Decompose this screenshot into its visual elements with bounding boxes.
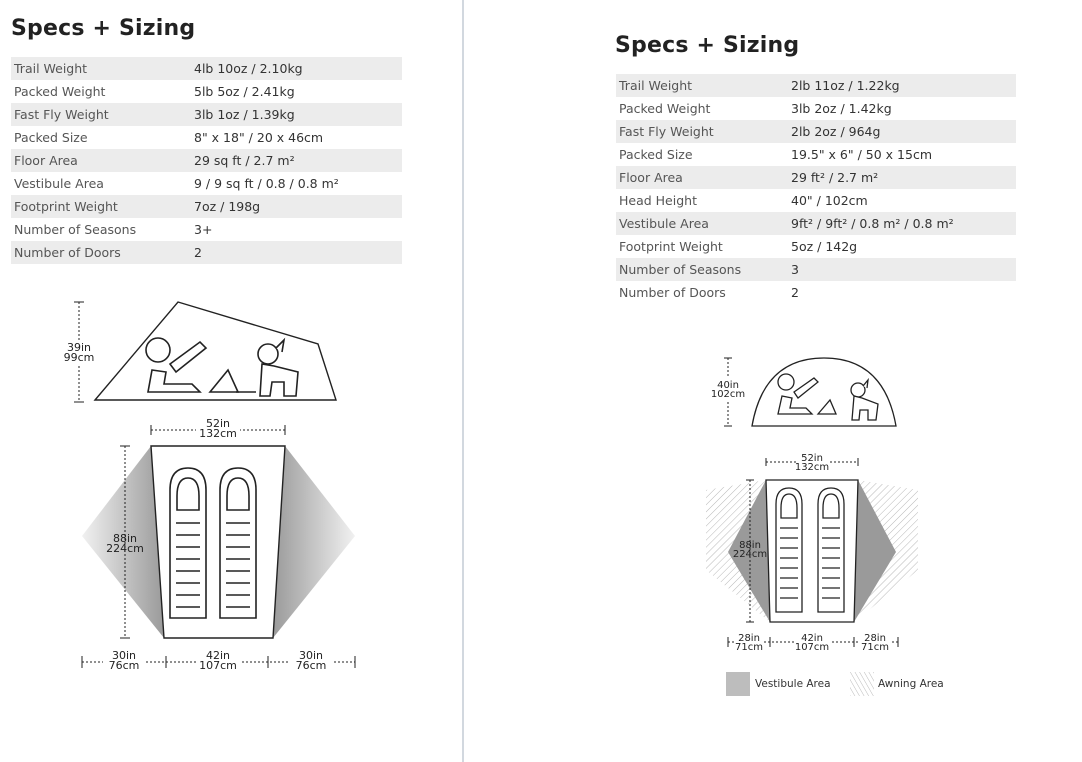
spec-row — [11, 241, 402, 264]
spec-label: Number of Seasons — [619, 262, 742, 277]
spec-value: 3lb 1oz / 1.39kg — [194, 107, 295, 122]
left-vest-right-in-label: 30in — [298, 649, 324, 662]
spec-value: 40" / 102cm — [791, 193, 868, 208]
right-tent-floor-plan — [702, 452, 932, 652]
spec-value: 2 — [194, 245, 202, 260]
spec-row — [616, 120, 1016, 143]
right-spec-panel — [464, 0, 1082, 762]
spec-row — [11, 149, 402, 172]
right-tent-side-profile — [708, 352, 908, 432]
spec-label: Trail Weight — [14, 61, 88, 76]
spec-row — [616, 212, 1016, 235]
spec-row — [616, 74, 1016, 97]
vestibule-swatch-icon — [726, 672, 750, 696]
left-spec-panel — [0, 0, 462, 762]
left-tent-side-profile — [60, 292, 360, 412]
spec-value: 9 / 9 sq ft / 0.8 / 0.8 m² — [194, 176, 339, 191]
sleeping-bag-icon — [220, 468, 256, 618]
spec-label: Floor Area — [14, 153, 78, 168]
spec-value: 4lb 10oz / 2.10kg — [194, 61, 303, 76]
spec-row — [616, 143, 1016, 166]
spec-value: 5lb 5oz / 2.41kg — [194, 84, 295, 99]
spec-row — [11, 126, 402, 149]
left-height-cm-label: 99cm — [63, 351, 95, 364]
spec-value: 2lb 11oz / 1.22kg — [791, 78, 900, 93]
spec-row — [11, 103, 402, 126]
left-height-in-label: 39in — [66, 341, 92, 354]
spec-row — [616, 97, 1016, 120]
awning-swatch-icon — [850, 672, 874, 696]
right-floor-width-in-label: 42in — [801, 633, 823, 644]
right-length-cm-label: 224cm — [732, 549, 768, 560]
spec-value: 19.5" x 6" / 50 x 15cm — [791, 147, 932, 162]
left-vest-left-cm-label: 76cm — [108, 659, 140, 672]
spec-label: Packed Size — [619, 147, 693, 162]
spec-value: 3lb 2oz / 1.42kg — [791, 101, 892, 116]
left-vest-left-in-label: 30in — [111, 649, 137, 662]
spec-value: 9ft² / 9ft² / 0.8 m² / 0.8 m² — [791, 216, 954, 231]
spec-label: Floor Area — [619, 170, 683, 185]
right-spec-table — [616, 74, 1016, 304]
right-height-in-label: 40in — [717, 380, 739, 391]
spec-row — [11, 80, 402, 103]
right-vestibule-area — [273, 446, 355, 638]
spec-row — [616, 281, 1016, 304]
right-floor-width-cm-label: 107cm — [794, 642, 830, 653]
awning-legend-label: Awning Area — [878, 678, 944, 690]
spec-label: Vestibule Area — [14, 176, 104, 191]
spec-label: Fast Fly Weight — [619, 124, 714, 139]
spec-value: 7oz / 198g — [194, 199, 261, 214]
spec-row — [11, 195, 402, 218]
sleeping-bag-icon — [776, 488, 802, 612]
spec-value: 29 ft² / 2.7 m² — [791, 170, 879, 185]
right-height-cm-label: 102cm — [710, 389, 746, 400]
right-length-in-label: 88in — [739, 540, 761, 551]
spec-label: Vestibule Area — [619, 216, 709, 231]
spec-label: Packed Weight — [14, 84, 106, 99]
spec-value: 3+ — [194, 222, 213, 237]
spec-label: Footprint Weight — [619, 239, 723, 254]
right-top-width-cm-label: 132cm — [794, 462, 830, 473]
spec-label: Number of Doors — [14, 245, 121, 260]
spec-label: Fast Fly Weight — [14, 107, 109, 122]
spec-row — [11, 172, 402, 195]
spec-value: 2lb 2oz / 964g — [791, 124, 881, 139]
right-vest-right-cm-label: 71cm — [861, 642, 889, 653]
right-top-width-in-label: 52in — [801, 453, 823, 464]
sleeping-bag-icon — [170, 468, 206, 618]
spec-row — [616, 258, 1016, 281]
spec-row — [616, 166, 1016, 189]
spec-row — [11, 57, 402, 80]
spec-value: 5oz / 142g — [791, 239, 858, 254]
left-length-cm-label: 224cm — [106, 542, 144, 555]
left-tent-floor-plan — [70, 418, 370, 678]
spec-label: Footprint Weight — [14, 199, 118, 214]
spec-row — [616, 189, 1016, 212]
sleeping-bag-icon — [818, 488, 844, 612]
right-page-title: Specs + Sizing — [615, 33, 800, 58]
spec-value: 8" x 18" / 20 x 46cm — [194, 130, 324, 145]
left-floor-width-in-label: 42in — [205, 649, 231, 662]
left-vest-right-cm-label: 76cm — [295, 659, 327, 672]
spec-label: Number of Seasons — [14, 222, 137, 237]
spec-row — [11, 218, 402, 241]
right-vest-left-in-label: 28in — [738, 633, 760, 644]
vestibule-legend-label: Vestibule Area — [755, 678, 831, 690]
spec-label: Head Height — [619, 193, 697, 208]
left-page-title: Specs + Sizing — [11, 16, 196, 41]
left-length-in-label: 88in — [112, 532, 138, 545]
right-vest-left-cm-label: 71cm — [735, 642, 763, 653]
left-top-width-cm-label: 132cm — [199, 427, 237, 440]
left-floor-width-cm-label: 107cm — [199, 659, 237, 672]
spec-value: 3 — [791, 262, 799, 277]
spec-value: 2 — [791, 285, 799, 300]
left-top-width-in-label: 52in — [205, 417, 231, 430]
spec-value: 29 sq ft / 2.7 m² — [194, 153, 295, 168]
spec-label: Packed Size — [14, 130, 88, 145]
spec-row — [616, 235, 1016, 258]
left-spec-table — [11, 57, 402, 264]
right-vest-right-in-label: 28in — [864, 633, 886, 644]
spec-label: Packed Weight — [619, 101, 711, 116]
spec-label: Trail Weight — [619, 78, 693, 93]
spec-label: Number of Doors — [619, 285, 726, 300]
